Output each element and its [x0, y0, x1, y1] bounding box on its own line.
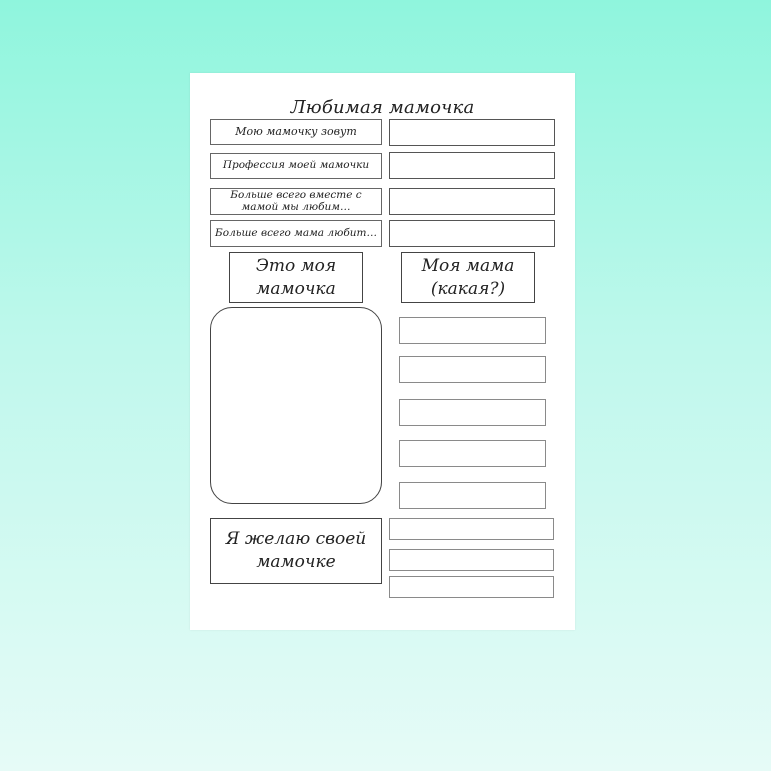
- wish-field-2[interactable]: [389, 549, 554, 571]
- row-label-together: Больше всего вместе с мамой мы любим…: [210, 188, 382, 215]
- trait-field-3[interactable]: [399, 399, 546, 426]
- worksheet-page: [190, 73, 575, 630]
- row-label-name: Мою мамочку зовут: [210, 119, 382, 145]
- row-label-mom-loves: Больше всего мама любит…: [210, 220, 382, 247]
- trait-field-5[interactable]: [399, 482, 546, 509]
- wish-field-1[interactable]: [389, 518, 554, 540]
- photo-frame[interactable]: [210, 307, 382, 504]
- trait-field-4[interactable]: [399, 440, 546, 467]
- traits-heading: Моя мама (какая?): [401, 252, 535, 303]
- answer-field-profession[interactable]: [389, 152, 555, 179]
- answer-field-name[interactable]: [389, 119, 555, 146]
- trait-field-2[interactable]: [399, 356, 546, 383]
- worksheet-title: Любимая мамочка: [290, 97, 475, 118]
- answer-field-together[interactable]: [389, 188, 555, 215]
- row-label-profession: Профессия моей мамочки: [210, 153, 382, 179]
- photo-heading: Это моя мамочка: [229, 252, 363, 303]
- trait-field-1[interactable]: [399, 317, 546, 344]
- answer-field-mom-loves[interactable]: [389, 220, 555, 247]
- wish-field-3[interactable]: [389, 576, 554, 598]
- wish-heading: Я желаю своей мамочке: [210, 518, 382, 584]
